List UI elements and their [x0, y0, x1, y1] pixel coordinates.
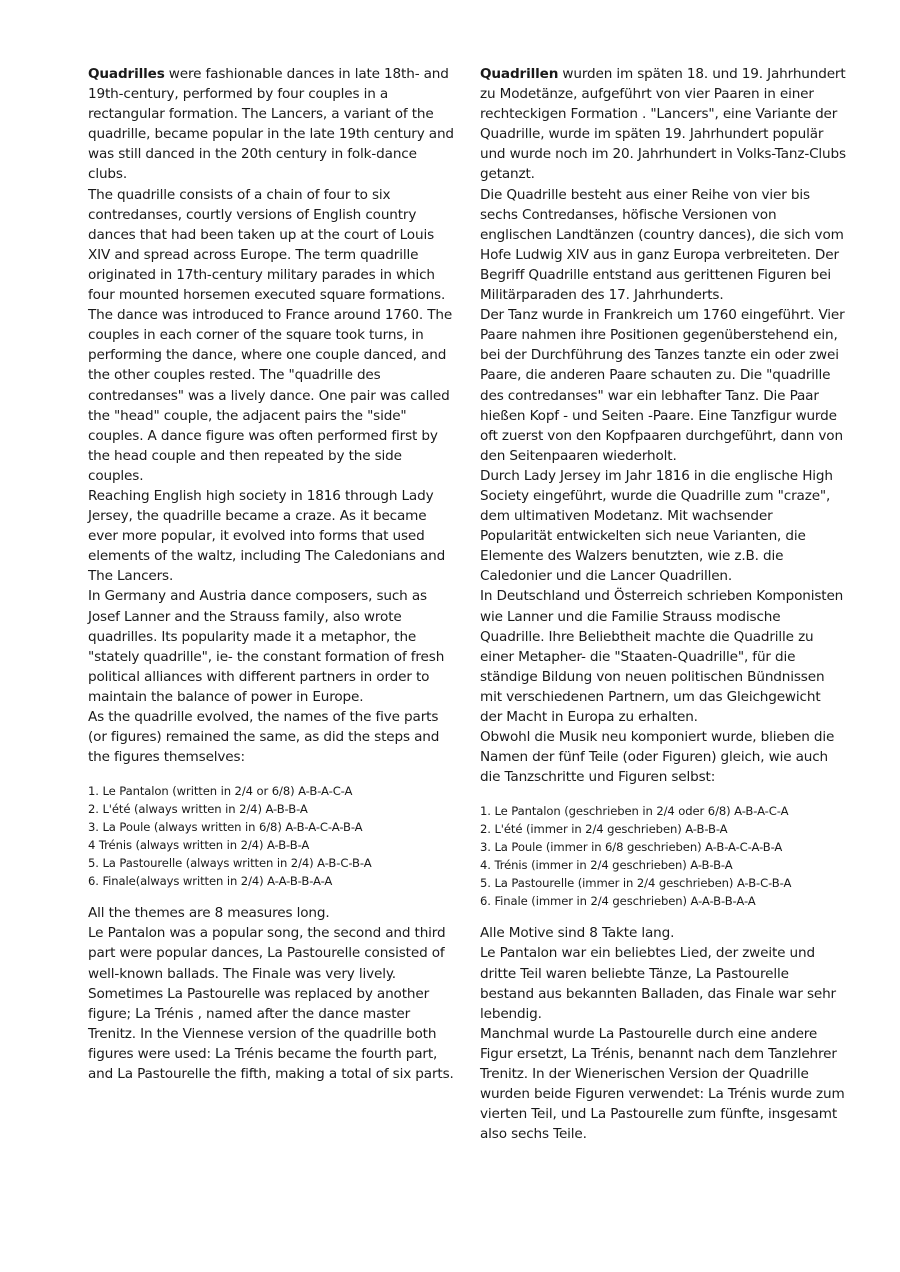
figure-list-item: 6. Finale (immer in 2/4 geschrieben) A-A-B-B-A-A — [480, 894, 756, 909]
english-paragraph-5: In Germany and Austria dance composers, such as Josef Lanner and the Strauss family, also wrote quadrilles. Its popularity made it a metaphor, the "stately quadrille", ie- the constant formation of fresh political alliances with different partners in order to maintain the balance of power in Europe. — [88, 588, 445, 705]
figure-list-item: 1. Le Pantalon (written in 2/4 or 6/8) A-B-A-C-A — [88, 784, 353, 799]
german-paragraph-8: Le Pantalon war ein beliebtes Lied, der zweite und dritte Teil waren beliebte Tänze, La Pastourelle bestand aus bekannten Balladen, das Finale war sehr lebendig. — [480, 945, 836, 1022]
english-intro-text: were fashionable dances in late 18th- and 19th-century, performed by four couples in a rectangular formation. The Lancers, a variant of the quadrille, became popular in the late 19th century and was still danced in the 20th century in folk-dance clubs. — [88, 66, 454, 183]
figure-list-item: 2. L'été (always written in 2/4) A-B-B-A — [88, 802, 308, 817]
german-paragraph-7: Alle Motive sind 8 Takte lang. — [480, 925, 675, 942]
figure-list-item: 6. Finale(always written in 2/4) A-A-B-B-A-A — [88, 874, 333, 889]
german-paragraph-2: Die Quadrille besteht aus einer Reihe von vier bis sechs Contredanses, höfische Versionen von englischen Landtänzen (country dances), die sich vom Hofe Ludwig XIV aus in ganz Europa verbreiteten. Der Begriff Quadrille entstand aus gerittenen Figuren bei Militärparaden des 17. Jahrhunderts. — [480, 186, 844, 304]
english-paragraph-3: The dance was introduced to France around 1760. The couples in each corner of the square took turns, in performing the dance, where one couple danced, and the other couples rested. The "quadrille des contredanses" was a lively dance. One pair was called the "head" couple, the adjacent pairs the "side" couples. A dance figure was often performed first by the head couple and then repeated by the side couples. — [88, 307, 453, 484]
german-paragraph-9: Manchmal wurde La Pastourelle durch eine andere Figur ersetzt, La Trénis, benannt nach dem Tanzlehrer Trenitz. In der Wienerischen Version der Quadrille wurden beide Figuren verwendet: La Trénis wurde zum vierten Teil, und La Pastourelle zum fünfte, insgesamt also sechs Teile. — [480, 1025, 845, 1143]
german-intro-term: Quadrillen — [480, 66, 559, 82]
english-intro-term: Quadrilles — [88, 66, 165, 82]
figure-list-item: 5. La Pastourelle (always written in 2/4) A-B-C-B-A — [88, 856, 372, 871]
figure-list-item: 4. Trénis (immer in 2/4 geschrieben) A-B-B-A — [480, 858, 733, 873]
english-paragraph-2: The quadrille consists of a chain of four to six contredanses, courtly versions of English country dances that had been taken up at the court of Louis XIV and spread across Europe. The term quadrille originated in 17th-century military parades in which four mounted horsemen executed square formations. — [88, 186, 446, 304]
english-paragraph-4: Reaching English high society in 1816 through Lady Jersey, the quadrille became a craze. As it became ever more popular, it evolved into forms that used elements of the waltz, including The Caledonians and The Lancers. — [88, 487, 446, 585]
german-intro-text: wurden im späten 18. und 19. Jahrhundert zu Modetänze, aufgeführt von vier Paaren in einer rechteckigen Formation . "Lancers", eine Variante der Quadrille, wurde im späten 19. Jahrhundert populär und wurde noch im 20. Jahrhundert in Volks-Tanz-Clubs getanzt. — [480, 66, 846, 183]
figure-list-item: 3. La Poule (immer in 6/8 geschrieben) A-B-A-C-A-B-A — [480, 840, 783, 855]
english-paragraph-9: Sometimes La Pastourelle was replaced by another figure; La Trénis , named after the dance master Trenitz. In the Viennese version of the quadrille both figures were used: La Trénis became the fourth part, and La Pastourelle the fifth, making a total of six parts. — [88, 985, 454, 1083]
german-paragraph-4: Durch Lady Jersey im Jahr 1816 in die englische High Society eingeführt, wurde die Quadrille zum "craze", dem ultimativen Modetanz. Mit wachsender Popularität entwickelten sich neue Varianten, die Elemente des Walzers benutzten, wie z.B. die Caledonier und die Lancer Quadrillen. — [480, 467, 833, 585]
figure-list-item: 2. L'été (immer in 2/4 geschrieben) A-B-B-A — [480, 822, 728, 837]
english-figure-list — [88, 782, 454, 890]
figure-list-item: 3. La Poule (always written in 6/8) A-B-A-C-A-B-A — [88, 820, 363, 835]
english-intro-paragraph — [88, 64, 454, 185]
english-paragraph-8: Le Pantalon was a popular song, the second and third part were popular dances, La Pastourelle consisted of well-known ballads. The Finale was very lively. — [88, 925, 446, 982]
english-column — [88, 64, 454, 1084]
german-figure-list — [480, 802, 846, 910]
figure-list-item: 4 Trénis (always written in 2/4) A-B-B-A — [88, 838, 310, 853]
german-paragraph-5: In Deutschland und Österreich schrieben Komponisten wie Lanner und die Familie Strauss modische Quadrille. Ihre Beliebtheit machte die Quadrille zu einer Metapher- die "Staaten-Quadrille", für die ständige Bildung von neuen politischen Bündnissen mit verschiedenen Partnern, um das Gleichgewicht der Macht in Europa zu erhalten. — [480, 588, 844, 725]
german-paragraph-3: Der Tanz wurde in Frankreich um 1760 eingeführt. Vier Paare nahmen ihre Positionen gegenüberstehend ein, bei der Durchführung des Tanzes tanzte ein oder zwei Paare, die anderen Paare schauten zu. Die "quadrille des contredanses" war ein lebhafter Tanz. Die Paar hießen Kopf - und Seiten -Paare. Eine Tanzfigur wurde oft zuerst von den Kopfpaaren durchgeführt, dann von den Seitenpaaren wiederholt. — [480, 307, 845, 464]
english-paragraph-6: As the quadrille evolved, the names of the five parts (or figures) remained the same, as did the steps and the figures themselves: — [88, 709, 440, 766]
german-paragraph-6: Obwohl die Musik neu komponiert wurde, blieben die Namen der fünf Teile (oder Figuren) gleich, wie auch die Tanzschritte und Figuren selbst: — [480, 729, 835, 786]
english-paragraph-7: All the themes are 8 measures long. — [88, 905, 330, 922]
figure-list-item: 1. Le Pantalon (geschrieben in 2/4 oder 6/8) A-B-A-C-A — [480, 804, 789, 819]
german-column — [480, 64, 846, 1144]
german-intro-paragraph — [480, 64, 846, 185]
figure-list-item: 5. La Pastourelle (immer in 2/4 geschrieben) A-B-C-B-A — [480, 876, 792, 891]
